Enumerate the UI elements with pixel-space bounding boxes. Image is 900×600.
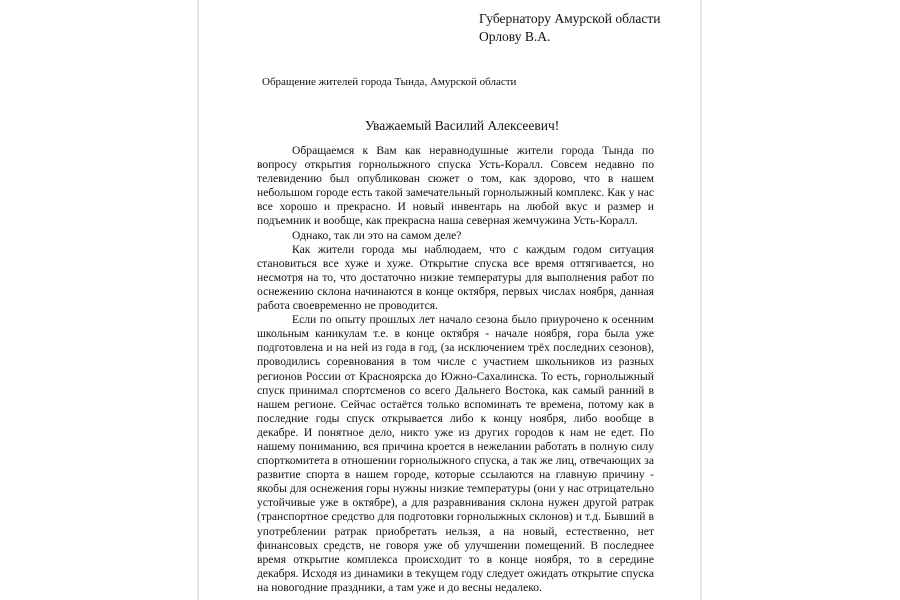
body-paragraph-2: Однако, так ли это на самом деле? (292, 228, 462, 242)
addressee-line-2: Орлову В.А. (479, 29, 551, 44)
salutation: Уважаемый Василий Алексеевич! (365, 118, 560, 133)
body-paragraph-3: Как жители города мы наблюдаем, что с каждым годом ситуация становиться все хуже и хуже. Открытие спуска все время оттягивается, но несмотря на то, что достаточно низкие температуры для выполнения работ по оснежению склона начинаются в конце октября, первых числах ноября, данная работа своевременно не проводится. (257, 242, 654, 313)
addressee-block (479, 10, 660, 46)
scan-edge-left (197, 0, 199, 600)
body-paragraph-4: Если по опыту прошлых лет начало сезона было приурочено к осенним школьным каникулам т.е. в конце октября - начале ноября, гора была уже подготовлена и на ней из года в год, (за исключением трёх последних сезонов), проводились соревнования в том числе с участием школьников из разных регионов России от Красноярска до Южно-Сахалинска. То есть, горнолыжный спуск принимал спортсменов со всего Дальнего Востока, как самый ранний в нашем регионе. Сейчас остаётся только вспоминать те времена, потому как в последние годы спуск открывается либо к концу ноября, либо вообще в декабре. И понятное дело, никто уже из других городов к нам не едет. По нашему пониманию, вся причина кроется в нежелании работать в полную силу спорткомитета в отношении горнолыжного спуска, а так же лиц, отвечающих за развитие спорта в нашем городе, которые ссылаются на главную причину - якобы для оснежения горы нужны низкие температуры (они у нас отрицательно устойчивые уже в октябре), а для разравнивания склона нужен другой ратрак (транспортное средство для подготовки горнолыжных склонов) и т.д. Бывший в употреблении ратрак приобретать нельзя, а на новый, естественно, нет финансовых средств, не говоря уже об улучшении помещений. В последнее время открытие комплекса происходит то в конце ноября, то в середине декабря. Исходя из динамики в текущем году следует ожидать открытие спуска на новогодние праздники, а там уже и до весны недалеко. (257, 313, 654, 594)
letter-subject: Обращение жителей города Тында, Амурской области (262, 76, 517, 88)
scan-edge-right (700, 0, 702, 600)
addressee-line-1: Губернатору Амурской области (479, 11, 661, 26)
letter-body (257, 144, 654, 595)
body-paragraph-1: Обращаемся к Вам как неравнодушные жители города Тында по вопросу открытия горнолыжного спуска Усть-Коралл. Совсем недавно по телевидению был опубликован сюжет о том, как здорово, что в нашем небольшом городе есть такой замечательный горнолыжный комплекс. Как у нас все хорошо и прекрасно. И новый инвентарь на любой вкус и размер и подъемник и вообще, как прекрасна наша северная жемчужина Усть-Коралл. (257, 144, 654, 228)
